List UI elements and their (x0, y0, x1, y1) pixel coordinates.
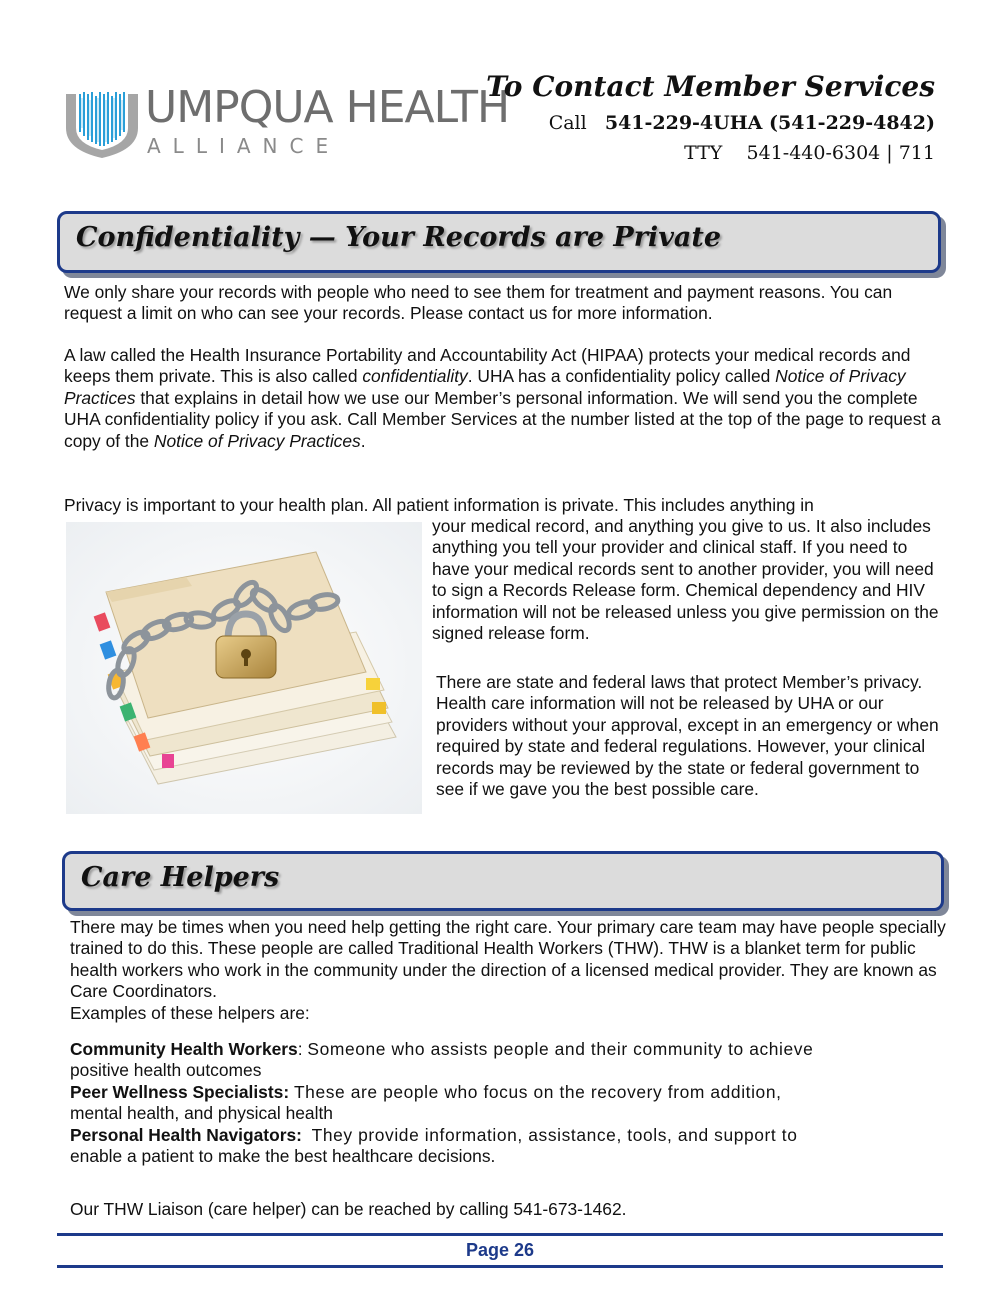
tty-label: TTY (684, 142, 723, 164)
footer-divider-bottom (57, 1265, 943, 1268)
logo-name: UMPQUA HEALTH (145, 82, 510, 133)
separator: : (297, 1039, 308, 1059)
text-run: . (360, 430, 366, 451)
helper-desc-cont: enable a patient to make the best healthcare decisions. (70, 1146, 496, 1167)
paragraph-privacy-rest: your medical record, and anything you give to us. It also includes anything you tell your provider and clinical staff. If you need to have your medical records sent to another provider, you will need to sign a Records Release form. Chemical dependency and HIV information will not be released unless you give permission on the signed release form. (432, 516, 939, 644)
helper-desc: They provide information, assistance, tools, and support to (311, 1124, 798, 1145)
tty-number[interactable]: 541-440-6304 | 711 (746, 142, 935, 164)
separator (302, 1125, 312, 1145)
helper-desc-cont: mental health, and physical health (70, 1103, 333, 1124)
paragraph-thw-liaison: Our THW Liaison (care helper) can be reached by calling 541-673-1462. (70, 1199, 627, 1219)
logo (62, 88, 142, 160)
examples-label: Examples of these helpers are: (70, 1002, 310, 1023)
helper-item (70, 1082, 950, 1125)
intro-text: There may be times when you need help getting the right care. Your primary care team may have people specially trained to do this. These people are called Traditional Health Workers (THW). THW is a blanket term for public health workers who work in the community under the direction of a licensed medical provider. They are known as Care Coordinators. (70, 917, 946, 1002)
paragraph-care-helpers-intro (70, 917, 950, 1024)
call-number[interactable]: 541-229-4UHA (541-229-4842) (604, 112, 935, 134)
contact-tty-line (684, 142, 935, 164)
page-number: Page 26 (465, 1240, 535, 1260)
text-run: . UHA has a confidentiality policy called (467, 366, 776, 387)
contact-call-line (549, 112, 935, 134)
section-title: Confidentiality — Your Records are Private (76, 222, 722, 253)
text-run: A law called the Health Insurance Portability and Accountability Act (HIPAA) protects your medical records and keeps them private. This is also called (64, 345, 911, 387)
locked-files-icon (66, 522, 422, 814)
helpers-list (70, 1039, 950, 1167)
paragraph-hipaa (64, 345, 944, 452)
text-run-italic: Notice of Privacy Practices (64, 366, 906, 408)
text-run-italic: Notice of Privacy Practices (153, 430, 361, 451)
helper-item (70, 1125, 950, 1168)
paragraph-privacy-lead: Privacy is important to your health plan. All patient information is private. This includes anything in (64, 495, 814, 515)
helper-desc-cont: positive health outcomes (70, 1060, 262, 1081)
text-run: that explains in detail how we use our Member’s personal information. We will send you the complete UHA confidentiality policy if you ask. Call Member Services at the number listed at the top of the page to request a copy of the (64, 387, 941, 451)
helper-term: Community Health Workers (70, 1039, 298, 1059)
section-title: Care Helpers (81, 862, 280, 893)
helper-term: Personal Health Navigators: (70, 1124, 302, 1145)
section-banner-care-helpers (62, 851, 944, 911)
paragraph-records-sharing: We only share your records with people who need to see them for treatment and payment reasons. You can request a limit on who can see your records. Please contact us for more information. (64, 282, 893, 324)
locked-files-image (66, 522, 422, 814)
paragraph-state-federal-laws: There are state and federal laws that protect Member’s privacy. Health care information will not be released by UHA or our providers without your approval, except in an emergency or when required by state and federal regulations. However, your clinical records may be reviewed by the state or federal government to see if we gave you the best possible care. (436, 672, 939, 800)
contact-title: To Contact Member Services (486, 70, 935, 103)
helper-term: Peer Wellness Specialists: (70, 1081, 290, 1102)
call-label: Call (548, 112, 587, 134)
umpqua-logo-icon (62, 88, 142, 160)
text-run-italic: confidentiality (362, 366, 468, 387)
helper-desc: These are people who focus on the recovery from addition, (293, 1081, 782, 1102)
section-banner-confidentiality (57, 211, 941, 273)
footer-divider-top (57, 1233, 943, 1236)
helper-item (70, 1039, 950, 1082)
helper-desc: Someone who assists people and their community to achieve (307, 1039, 814, 1059)
logo-subtitle: ALLIANCE (147, 134, 341, 158)
